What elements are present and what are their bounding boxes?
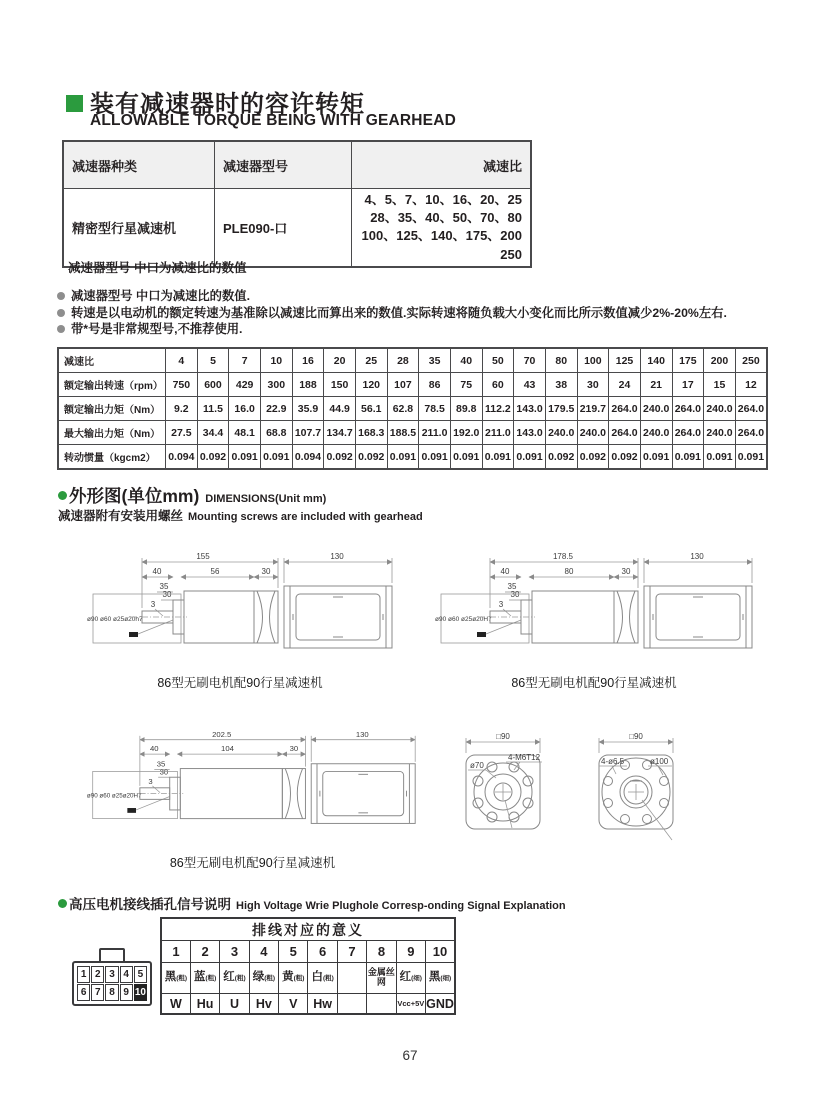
- svg-text:130: 130: [690, 552, 704, 561]
- wire-size-note: (粗): [264, 975, 276, 983]
- spec-value-cell: 168.3: [355, 421, 387, 445]
- spec-value-cell: 21: [640, 373, 672, 397]
- svg-text:56: 56: [210, 567, 220, 576]
- spec-value-cell: 200: [704, 348, 736, 373]
- spec-value-cell: 20: [324, 348, 356, 373]
- signal-wire-cell: 黑(细): [426, 963, 455, 994]
- wire-size-note: (粗): [176, 975, 188, 983]
- gearhead-footnote: 减速器型号 中口为减速比的数值: [68, 261, 247, 275]
- spec-value-cell: 44.9: [324, 397, 356, 421]
- notes-list: [57, 288, 727, 338]
- green-bullet-icon: [58, 491, 67, 500]
- spec-value-cell: 86: [419, 373, 451, 397]
- signal-pin-cell: 1: [161, 941, 190, 963]
- signal-wire-cell: 金属丝网: [367, 963, 396, 994]
- bullet-icon: [57, 309, 65, 317]
- spec-value-cell: 35.9: [292, 397, 324, 421]
- spec-value-cell: 9.2: [166, 397, 198, 421]
- signal-wire-row: [161, 963, 455, 994]
- svg-text:40: 40: [152, 567, 162, 576]
- page-number: 67: [402, 1048, 418, 1063]
- signal-name-cell: [367, 994, 396, 1015]
- spec-value-cell: 43: [514, 373, 546, 397]
- svg-text:40: 40: [150, 744, 159, 754]
- connector-pin: 5: [134, 966, 147, 983]
- spec-table-row: [58, 421, 767, 445]
- ratio-line: 250: [500, 246, 522, 262]
- gearhead-table: [62, 140, 532, 268]
- page-subtitle: ALLOWABLE TORQUE BEING WITH GEARHEAD: [90, 112, 456, 129]
- section-marker-icon: [66, 95, 83, 112]
- spec-value-cell: 0.091: [387, 445, 419, 470]
- spec-value-cell: 0.091: [735, 445, 767, 470]
- spec-value-cell: 75: [450, 373, 482, 397]
- spec-value-cell: 264.0: [735, 421, 767, 445]
- spec-value-cell: 7: [229, 348, 261, 373]
- dimensions-subtitle: [58, 506, 423, 524]
- page-title: 装有减速器时的容许转矩: [90, 91, 365, 118]
- signal-name-cell: GND: [426, 994, 455, 1015]
- signal-name-cell: U: [220, 994, 249, 1015]
- spec-value-cell: 219.7: [577, 397, 609, 421]
- spec-value-cell: 600: [197, 373, 229, 397]
- spec-value-cell: 0.092: [324, 445, 356, 470]
- svg-text:ø100: ø100: [650, 757, 669, 766]
- gearhead-type-cell: 精密型行星减速机: [63, 189, 215, 267]
- spec-value-cell: 143.0: [514, 397, 546, 421]
- spec-value-cell: 62.8: [387, 397, 419, 421]
- signal-name-row: [161, 994, 455, 1015]
- technical-drawing: [440, 720, 710, 845]
- spec-value-cell: 0.091: [482, 445, 514, 470]
- spec-value-cell: 240.0: [577, 421, 609, 445]
- spec-row-label: 转动惯量（kgcm2）: [58, 445, 166, 470]
- spec-value-cell: 0.092: [577, 445, 609, 470]
- note-item: [57, 321, 727, 338]
- gearhead-table-header-row: [63, 141, 531, 189]
- spec-value-cell: 134.7: [324, 421, 356, 445]
- signal-title-en: High Voltage Wrie Plughole Corresp-onding Signal Explanation: [236, 900, 566, 912]
- svg-text:□90: □90: [496, 732, 510, 741]
- spec-value-cell: 0.091: [640, 445, 672, 470]
- spec-value-cell: 429: [229, 373, 261, 397]
- spec-row-label: 额定输出力矩（Nm）: [58, 397, 166, 421]
- svg-text:4-ø6.5: 4-ø6.5: [601, 757, 625, 766]
- svg-text:30: 30: [159, 767, 169, 777]
- spec-value-cell: 60: [482, 373, 514, 397]
- svg-text:35: 35: [507, 582, 517, 591]
- spec-value-cell: 27.5: [166, 421, 198, 445]
- svg-text:35: 35: [159, 582, 169, 591]
- connector-pin: 2: [91, 966, 104, 983]
- drawing-side-view-3: [85, 724, 420, 871]
- spec-value-cell: 56.1: [355, 397, 387, 421]
- dimensions-subtitle-en: Mounting screws are included with gearhead: [188, 511, 423, 523]
- spec-value-cell: 68.8: [260, 421, 292, 445]
- svg-text:□90: □90: [629, 732, 643, 741]
- spec-value-cell: 0.092: [609, 445, 641, 470]
- svg-text:30: 30: [289, 744, 299, 754]
- signal-name-cell: Vcc+5V: [396, 994, 425, 1015]
- svg-text:104: 104: [221, 744, 234, 754]
- bullet-icon: [57, 292, 65, 300]
- spec-value-cell: 0.092: [545, 445, 577, 470]
- signal-pin-cell: 4: [249, 941, 278, 963]
- signal-name-cell: V: [279, 994, 308, 1015]
- spec-value-cell: 211.0: [419, 421, 451, 445]
- drawing-side-view-1: [85, 550, 395, 691]
- wire-size-note: (粗): [205, 975, 217, 983]
- spec-row-label: 额定输出转速（rpm）: [58, 373, 166, 397]
- note-text: 转速是以电动机的额定转速为基准除以减速比而算出来的数值.实际转速将随负载大小变化而比所示数值减少2%-20%左右.: [71, 305, 727, 320]
- drawing-side-view-2: [433, 550, 755, 691]
- svg-text:155: 155: [196, 552, 210, 561]
- signal-pin-cell: 8: [367, 941, 396, 963]
- signal-wire-cell: 红(细): [396, 963, 425, 994]
- spec-value-cell: 78.5: [419, 397, 451, 421]
- svg-text:202.5: 202.5: [212, 729, 232, 739]
- spec-value-cell: 4: [166, 348, 198, 373]
- svg-text:80: 80: [564, 567, 574, 576]
- signal-pin-cell: 6: [308, 941, 337, 963]
- wire-size-note: (粗): [234, 975, 246, 983]
- connector-pin: 10: [134, 984, 147, 1001]
- spec-value-cell: 34.4: [197, 421, 229, 445]
- spec-value-cell: 240.0: [640, 397, 672, 421]
- svg-text:4-M6T12: 4-M6T12: [508, 753, 541, 762]
- ratio-line: 4、5、7、10、16、20、25: [364, 192, 522, 207]
- signal-title-cn: 高压电机接线插孔信号说明: [69, 897, 231, 912]
- svg-text:ø70: ø70: [470, 761, 484, 770]
- connector-pin: 4: [120, 966, 133, 983]
- spec-value-cell: 16.0: [229, 397, 261, 421]
- spec-value-cell: 264.0: [735, 397, 767, 421]
- signal-pin-cell: 3: [220, 941, 249, 963]
- spec-value-cell: 179.5: [545, 397, 577, 421]
- svg-text:130: 130: [330, 552, 344, 561]
- signal-table-title: 排线对应的意义: [161, 918, 455, 941]
- svg-text:40: 40: [500, 567, 510, 576]
- connector-pin: 8: [105, 984, 118, 1001]
- connector-body: [72, 961, 152, 1006]
- gearhead-col-model: 减速器型号: [215, 141, 352, 189]
- spec-value-cell: 240.0: [704, 421, 736, 445]
- signal-wire-cell: 蓝(粗): [190, 963, 219, 994]
- spec-value-cell: 16: [292, 348, 324, 373]
- signal-pin-cell: 10: [426, 941, 455, 963]
- spec-value-cell: 25: [355, 348, 387, 373]
- note-text: 带*号是非常规型号,不推荐使用.: [71, 322, 243, 336]
- signal-wire-cell: 黑(粗): [161, 963, 190, 994]
- svg-text:30: 30: [510, 590, 520, 599]
- spec-value-cell: 17: [672, 373, 704, 397]
- spec-value-cell: 107.7: [292, 421, 324, 445]
- svg-text:ø90 ø60 ø25ø20H7: ø90 ø60 ø25ø20H7: [86, 792, 142, 800]
- spec-value-cell: 0.091: [260, 445, 292, 470]
- dimensions-title-en: DIMENSIONS(Unit mm): [205, 493, 327, 505]
- spec-value-cell: 107: [387, 373, 419, 397]
- spec-table-row: [58, 348, 767, 373]
- spec-value-cell: 24: [609, 373, 641, 397]
- spec-value-cell: 0.091: [514, 445, 546, 470]
- spec-value-cell: 0.091: [419, 445, 451, 470]
- spec-table-row: [58, 397, 767, 421]
- signal-name-cell: Hv: [249, 994, 278, 1015]
- spec-value-cell: 40: [450, 348, 482, 373]
- spec-value-cell: 30: [577, 373, 609, 397]
- gearhead-model-cell: PLE090-口: [215, 189, 352, 267]
- spec-value-cell: 240.0: [704, 397, 736, 421]
- connector-pin: 9: [120, 984, 133, 1001]
- green-bullet-icon: [58, 899, 67, 908]
- svg-text:3: 3: [148, 776, 153, 786]
- drawing-caption: 86型无刷电机配90行星减速机: [157, 676, 323, 690]
- signal-wire-cell: 绿(粗): [249, 963, 278, 994]
- signal-name-cell: Hu: [190, 994, 219, 1015]
- spec-value-cell: 240.0: [640, 421, 672, 445]
- dimensions-subtitle-cn: 减速器附有安装用螺丝: [58, 509, 184, 523]
- bullet-icon: [57, 325, 65, 333]
- connector-pin: 6: [77, 984, 90, 1001]
- technical-drawing: [85, 724, 420, 842]
- gearhead-col-ratio: 减速比: [352, 141, 532, 189]
- signal-wire-cell: 红(粗): [220, 963, 249, 994]
- spec-value-cell: 112.2: [482, 397, 514, 421]
- svg-text:ø90 ø60 ø25ø20h7: ø90 ø60 ø25ø20h7: [87, 616, 143, 623]
- gearhead-table-row: [63, 189, 531, 267]
- signal-pin-cell: 9: [396, 941, 425, 963]
- wire-size-note: (粗): [293, 975, 305, 983]
- spec-value-cell: 0.092: [197, 445, 229, 470]
- wire-size-note: (细): [411, 975, 422, 983]
- wire-size-note: (细): [440, 975, 452, 983]
- spec-value-cell: 0.091: [450, 445, 482, 470]
- spec-table-row: [58, 373, 767, 397]
- spec-value-cell: 211.0: [482, 421, 514, 445]
- spec-value-cell: 175: [672, 348, 704, 373]
- signal-name-cell: Hw: [308, 994, 337, 1015]
- svg-text:130: 130: [355, 729, 369, 739]
- gearhead-ratio-cell: [352, 189, 532, 267]
- spec-value-cell: 15: [704, 373, 736, 397]
- spec-value-cell: 0.091: [704, 445, 736, 470]
- spec-table-row: [58, 445, 767, 470]
- dimensions-section-header: [58, 483, 326, 508]
- spec-value-cell: 264.0: [609, 397, 641, 421]
- spec-value-cell: 10: [260, 348, 292, 373]
- note-item: [57, 288, 727, 305]
- spec-value-cell: 140: [640, 348, 672, 373]
- svg-text:30: 30: [162, 590, 172, 599]
- ratio-line: 28、35、40、50、70、80: [370, 210, 522, 226]
- connector-pin: 3: [105, 966, 118, 983]
- spec-value-cell: 80: [545, 348, 577, 373]
- svg-text:30: 30: [261, 567, 271, 576]
- spec-value-cell: 750: [166, 373, 198, 397]
- signal-pin-cell: 2: [190, 941, 219, 963]
- spec-table: [57, 347, 768, 470]
- ratio-line: 100、125、140、175、200: [361, 228, 522, 244]
- spec-value-cell: 38: [545, 373, 577, 397]
- spec-value-cell: 50: [482, 348, 514, 373]
- svg-text:178.5: 178.5: [552, 552, 574, 561]
- spec-value-cell: 250: [735, 348, 767, 373]
- svg-text:30: 30: [621, 567, 631, 576]
- spec-value-cell: 70: [514, 348, 546, 373]
- svg-text:3: 3: [150, 600, 156, 609]
- spec-value-cell: 5: [197, 348, 229, 373]
- spec-value-cell: 150: [324, 373, 356, 397]
- technical-drawing: [85, 550, 395, 662]
- signal-wire-cell: 白(粗): [308, 963, 337, 994]
- spec-value-cell: 143.0: [514, 421, 546, 445]
- spec-value-cell: 35: [419, 348, 451, 373]
- dimensions-title-cn: 外形图(单位mm): [69, 486, 200, 506]
- svg-text:ø90 ø60 ø25ø20H7: ø90 ø60 ø25ø20H7: [435, 616, 492, 623]
- spec-value-cell: 264.0: [672, 421, 704, 445]
- note-item: [57, 305, 727, 322]
- spec-value-cell: 264.0: [672, 397, 704, 421]
- connector-pin: 7: [91, 984, 104, 1001]
- spec-value-cell: 125: [609, 348, 641, 373]
- note-text: 减速器型号 中口为减速比的数值.: [71, 289, 250, 303]
- spec-value-cell: 188.5: [387, 421, 419, 445]
- spec-value-cell: 12: [735, 373, 767, 397]
- signal-wire-cell: 黄(粗): [279, 963, 308, 994]
- signal-name-cell: [337, 994, 366, 1015]
- signal-pin-row: [161, 941, 455, 963]
- signal-pin-cell: 5: [279, 941, 308, 963]
- spec-value-cell: 28: [387, 348, 419, 373]
- signal-pin-cell: 7: [337, 941, 366, 963]
- connector-plug-icon: [72, 948, 152, 1006]
- spec-value-cell: 264.0: [609, 421, 641, 445]
- drawing-caption: 86型无刷电机配90行星减速机: [169, 856, 336, 870]
- wire-size-note: (粗): [322, 975, 334, 983]
- spec-value-cell: 0.094: [292, 445, 324, 470]
- signal-table-title-row: [161, 918, 455, 941]
- spec-value-cell: 192.0: [450, 421, 482, 445]
- spec-value-cell: 0.091: [672, 445, 704, 470]
- svg-text:35: 35: [156, 759, 166, 769]
- spec-value-cell: 240.0: [545, 421, 577, 445]
- spec-row-label: 减速比: [58, 348, 166, 373]
- spec-value-cell: 188: [292, 373, 324, 397]
- connector-pin: 1: [77, 966, 90, 983]
- drawing-caption: 86型无刷电机配90行星减速机: [511, 676, 677, 690]
- spec-value-cell: 22.9: [260, 397, 292, 421]
- technical-drawing: [433, 550, 755, 662]
- spec-value-cell: 11.5: [197, 397, 229, 421]
- gearhead-col-type: 减速器种类: [63, 141, 215, 189]
- signal-section-header: [58, 893, 566, 913]
- drawing-flange-views: [440, 720, 710, 850]
- spec-value-cell: 300: [260, 373, 292, 397]
- svg-text:3: 3: [498, 600, 504, 609]
- spec-value-cell: 48.1: [229, 421, 261, 445]
- signal-wire-cell: [337, 963, 366, 994]
- signal-name-cell: W: [161, 994, 190, 1015]
- spec-value-cell: 0.092: [355, 445, 387, 470]
- signal-table: [160, 917, 456, 1015]
- spec-value-cell: 120: [355, 373, 387, 397]
- spec-value-cell: 89.8: [450, 397, 482, 421]
- spec-row-label: 最大输出力矩（Nm）: [58, 421, 166, 445]
- spec-value-cell: 0.091: [229, 445, 261, 470]
- spec-value-cell: 0.094: [166, 445, 198, 470]
- spec-value-cell: 100: [577, 348, 609, 373]
